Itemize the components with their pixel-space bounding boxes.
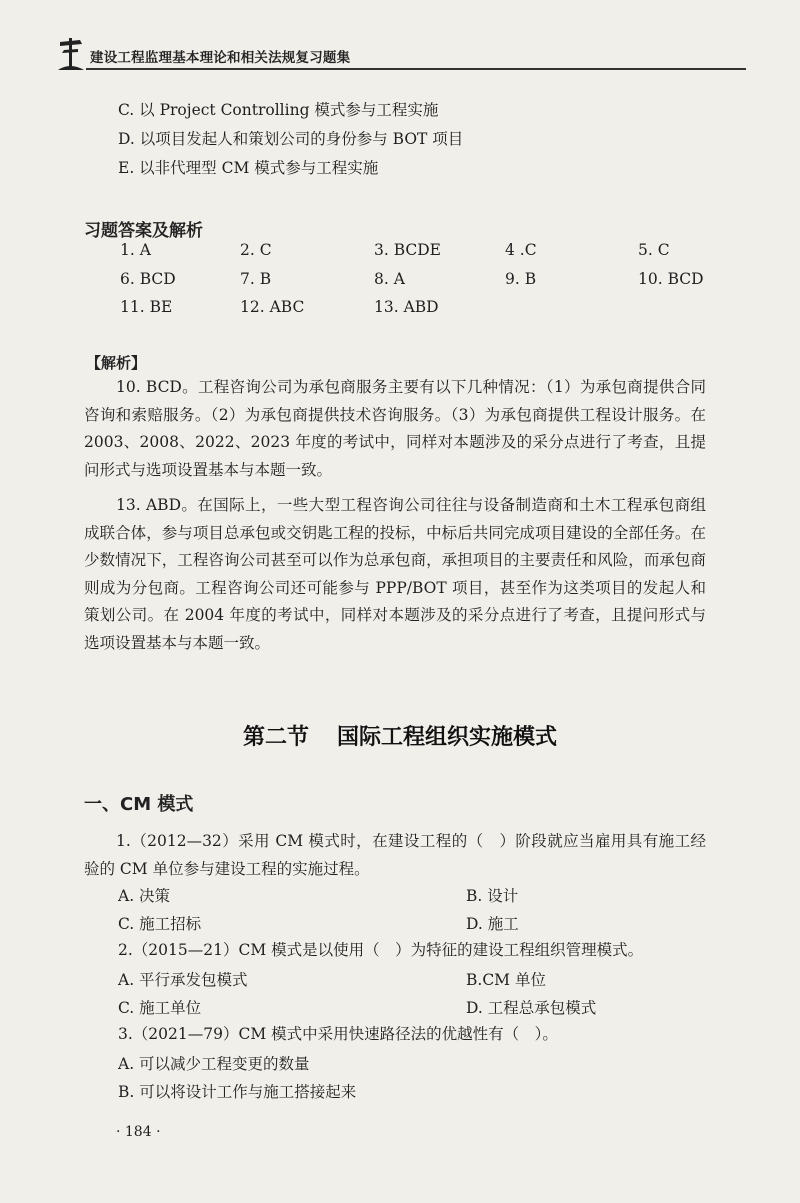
answer-row: [120, 270, 720, 292]
question-option: D. 工程总承包模式: [466, 999, 597, 1017]
running-header: [56, 32, 746, 74]
signpost-logo-icon: [56, 32, 86, 72]
answer-row: [120, 241, 720, 263]
question-option: C. 施工招标: [118, 915, 202, 933]
answer-item: 4 .C: [505, 241, 537, 259]
question-text: [84, 828, 706, 883]
question-option: A. 平行承发包模式: [118, 971, 248, 989]
answer-item: 10. BCD: [638, 270, 704, 288]
question-option: B. 设计: [466, 887, 519, 905]
question-option: A. 决策: [118, 887, 171, 905]
answer-item: 12. ABC: [240, 298, 305, 316]
analysis-paragraph: [84, 492, 706, 658]
analysis-paragraph: [84, 374, 706, 484]
answer-item: 3. BCDE: [374, 241, 441, 259]
answer-item: 9. B: [505, 270, 537, 288]
page-number: · 184 ·: [116, 1124, 161, 1140]
header-rule: [86, 68, 746, 70]
option-line: C. 以 Project Controlling 模式参与工程实施: [118, 101, 439, 119]
answer-item: 1. A: [120, 241, 151, 259]
chapter-number: 第二节: [242, 725, 309, 750]
chapter-name: 国际工程组织实施模式: [337, 725, 558, 750]
answer-item: 7. B: [240, 270, 272, 288]
header-title: 建设工程监理基本理论和相关法规复习题集: [90, 50, 351, 66]
question-option: A. 可以减少工程变更的数量: [118, 1055, 310, 1073]
question-stem: 1.（2012—32）采用 CM 模式时，在建设工程的（ ）阶段就应当雇用具有施工经验的 CM 单位参与建设工程的实施过程。: [84, 832, 706, 878]
subsection-title: 一、CM 模式: [84, 794, 194, 815]
question-stem: 3.（2021—79）CM 模式中采用快速路径法的优越性有（ ）。: [118, 1025, 558, 1043]
answer-item: 2. C: [240, 241, 272, 259]
chapter-title: [0, 720, 800, 751]
option-line: E. 以非代理型 CM 模式参与工程实施: [118, 159, 379, 177]
answer-item: 13. ABD: [374, 298, 439, 316]
question-option: C. 施工单位: [118, 999, 202, 1017]
answer-item: 8. A: [374, 270, 405, 288]
analysis-text: 10. BCD。工程咨询公司为承包商服务主要有以下几种情况：（1）为承包商提供合同咨询和索赔服务。（2）为承包商提供技术咨询服务。（3）为承包商提供工程设计服务。在 2003、2008、2022、2023 年度的考试中，同样对本题涉及的采分点进行了考查，且提问形式与选项设置基本与本题一致。: [84, 378, 706, 479]
answers-section-title: 习题答案及解析: [84, 221, 203, 241]
analysis-label: 【解析】: [86, 354, 147, 372]
question-stem: 2.（2015—21）CM 模式是以使用（ ）为特征的建设工程组织管理模式。: [118, 941, 644, 959]
answer-item: 6. BCD: [120, 270, 176, 288]
answer-item: 11. BE: [120, 298, 173, 316]
question-option: D. 施工: [466, 915, 519, 933]
option-line: D. 以项目发起人和策划公司的身份参与 BOT 项目: [118, 130, 464, 148]
analysis-text: 13. ABD。在国际上，一些大型工程咨询公司往往与设备制造商和土木工程承包商组成联合体，参与项目总承包或交钥匙工程的投标，中标后共同完成项目建设的全部任务。在少数情况下，工程咨询公司甚至可以作为总承包商，承担项目的主要责任和风险，而承包商则成为分包商。工程咨询公司还可能参与 PPP/BOT 项目，甚至作为这类项目的发起人和策划公司。在 2004 年度的考试中，同样对本题涉及的采分点进行了考查，且提问形式与选项设置基本与本题一致。: [84, 496, 706, 652]
question-option: B.CM 单位: [466, 971, 546, 989]
answer-item: 5. C: [638, 241, 670, 259]
answer-row: [120, 298, 720, 320]
question-option: B. 可以将设计工作与施工搭接起来: [118, 1083, 357, 1101]
